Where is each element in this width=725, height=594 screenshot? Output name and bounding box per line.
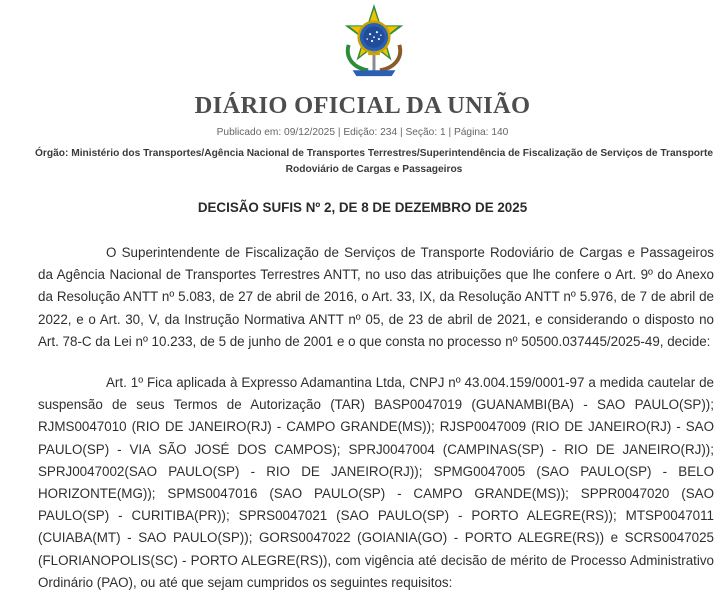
paragraph-article-1: Art. 1º Fica aplicada à Expresso Adamantina Ltda, CNPJ nº 43.004.159/0001-97 a medida cautelar de suspensão de seus Termos de Autorização (TAR) BASP0047019 (GUANAMBI(BA) - SAO PAULO(SP)); RJMS0047010 (RIO DE JANEIRO(RJ) - CAMPO GRANDE(MS)); RJSP0047009 (RIO DE JANEIRO(RJ) - SAO PAULO(SP) - VIA SÃO JOSÉ DOS CAMPOS); SPRJ0047004 (CAMPINAS(SP) - RIO DE JANEIRO(RJ)); SPRJ0047002(SAO PAULO(SP) - RIO DE JANEIRO(RJ)); SPMG0047005 (SAO PAULO(SP) - BELO HORIZONTE(MG)); SPMS0047016 (SAO PAULO(SP) - CAMPO GRANDE(MS)); SPPR0047020 (SAO PAULO(SP) - CURITIBA(PR)); SPRS0047021 (SAO PAULO(SP) - PORTO ALEGRE(RS)); MTSP0047011 (CUIABA(MT) - SAO PAULO(SP)); GORS0047022 (GOIANIA(GO) - PORTO ALEGRE(RS)) e SCRS0047025 (FLORIANOPOLIS(SC) - PORTO ALEGRE(RS)), com vigência até decisão de mérito de Processo Administrativo Ordinário (PAO), ou até que sejam cumpridos os seguintes requisitos: [38,375,714,590]
newspaper-title: DIÁRIO OFICIAL DA UNIÃO [194,92,531,119]
publication-info: Publicado em: 09/12/2025 | Edição: 234 | Seção: 1 | Página: 140 [216,127,509,138]
orgao-text: Ministério dos Transportes/Agência Nacional de Transportes Terrestres/Superintendência de Fiscalização de Serviços de Transporte Rodoviário de Cargas e Passageiros [71,148,714,175]
decision-title: DECISÃO SUFIS Nº 2, DE 8 DE DEZEMBRO DE 2025 [197,200,528,215]
paragraph-preamble: O Superintendente de Fiscalização de Serviços de Transporte Rodoviário de Cargas e Passageiros da Agência Nacional de Transportes Terrestres ANTT, no uso das atribuições que lhe confere o Art. 9º do Anexo da Resolução ANTT nº 5.083, de 27 de abril de 2016, o Art. 33, IX, da Resolução ANTT nº 5.976, de 7 de abril de 2022, e o Art. 30, V, da Instrução Normativa ANTT nº 05, de 23 de abril de 2021, e considerando o disposto no Art. 78-C da Lei nº 10.233, de 5 de junho de 2001 e o que consta no processo nº 50500.037445/2025-49, decide: [38,245,714,349]
orgao-label: Órgão: [34,148,69,159]
brazil-coat-of-arms-icon [335,2,413,80]
orgao-line [30,146,718,178]
